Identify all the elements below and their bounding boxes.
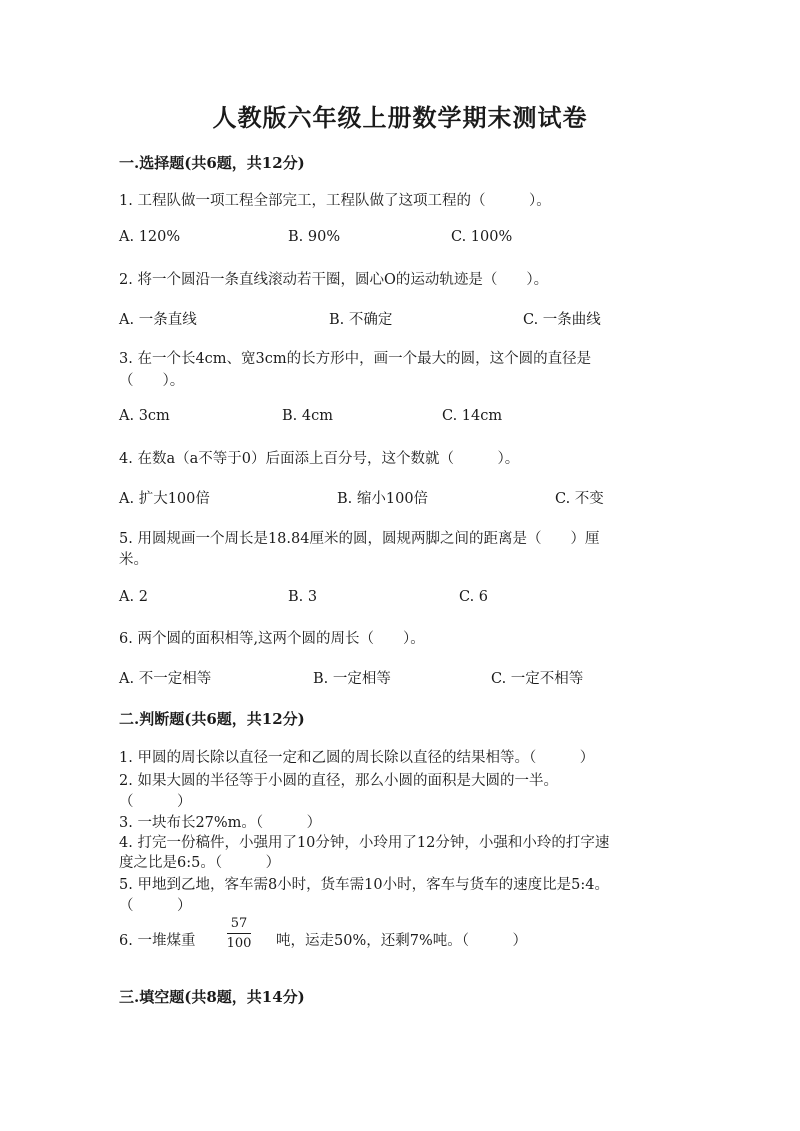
- option-a: A. 扩大100倍: [119, 491, 210, 507]
- judgment-item-cont: 吨，运走50%，还剩7%吨。（ ）: [276, 933, 527, 949]
- judgment-item: 5. 甲地到乙地，客车需8小时，货车需10小时，客车与货车的速度比是5:4。: [119, 877, 609, 893]
- section-heading-judgment: 二.判断题(共6题，共12分): [119, 710, 305, 728]
- judgment-item: 3. 一块布长27%m。（ ）: [119, 815, 322, 831]
- option-c: C. 100%: [451, 229, 513, 245]
- option-a: A. 一条直线: [119, 312, 197, 328]
- fraction-denominator: 100: [226, 936, 252, 951]
- judgment-item-cont: （ ）: [119, 898, 192, 914]
- judgment-item: 4. 打完一份稿件，小强用了10分钟，小玲用了12分钟，小强和小玲的打字速: [119, 835, 610, 851]
- fraction-numerator: 57: [230, 916, 248, 931]
- question-stem: 6. 两个圆的面积相等,这两个圆的周长（ ）。: [119, 631, 425, 647]
- option-c: C. 一定不相等: [491, 671, 584, 687]
- question-stem: 2. 将一个圆沿一条直线滚动若干圈，圆心O的运动轨迹是（ ）。: [119, 272, 549, 288]
- question-stem: 4. 在数a（a不等于0）后面添上百分号，这个数就（ ）。: [119, 451, 520, 467]
- option-a: A. 2: [119, 589, 148, 605]
- option-a: A. 120%: [119, 229, 181, 245]
- question-stem: 1. 工程队做一项工程全部完工，工程队做了这项工程的（ ）。: [119, 193, 551, 209]
- option-b: B. 3: [288, 589, 318, 605]
- option-c: C. 不变: [555, 491, 604, 507]
- question-stem-cont: （ ）。: [119, 373, 185, 389]
- page-title: 人教版六年级上册数学期末测试卷: [212, 103, 588, 132]
- option-c: C. 6: [459, 589, 489, 605]
- judgment-item-cont: 度之比是6:5。（ ）: [119, 855, 281, 871]
- option-a: A. 3cm: [119, 408, 170, 424]
- option-b: B. 缩小100倍: [337, 491, 429, 507]
- judgment-item-cont: （ ）: [119, 794, 192, 810]
- question-stem: 5. 用圆规画一个周长是18.84厘米的圆，圆规两脚之间的距离是（ ）厘: [119, 531, 600, 547]
- fraction: [226, 917, 252, 950]
- option-b: B. 4cm: [282, 408, 333, 424]
- section-heading-fill: 三.填空题(共8题，共14分): [119, 988, 305, 1006]
- section-heading-choice: 一.选择题(共6题，共12分): [119, 154, 305, 172]
- option-b: B. 不确定: [329, 312, 393, 328]
- question-stem: 3. 在一个长4cm、宽3cm的长方形中，画一个最大的圆，这个圆的直径是: [119, 351, 592, 367]
- judgment-item: 1. 甲圆的周长除以直径一定和乙圆的周长除以直径的结果相等。（ ）: [119, 750, 595, 766]
- option-b: B. 90%: [288, 229, 341, 245]
- question-stem-cont: 米。: [119, 552, 148, 568]
- judgment-item: 2. 如果大圆的半径等于小圆的直径，那么小圆的面积是大圆的一半。: [119, 773, 558, 789]
- judgment-item: 6. 一堆煤重: [119, 933, 196, 949]
- option-c: C. 一条曲线: [523, 312, 601, 328]
- option-c: C. 14cm: [442, 408, 503, 424]
- option-b: B. 一定相等: [313, 671, 391, 687]
- option-a: A. 不一定相等: [119, 671, 212, 687]
